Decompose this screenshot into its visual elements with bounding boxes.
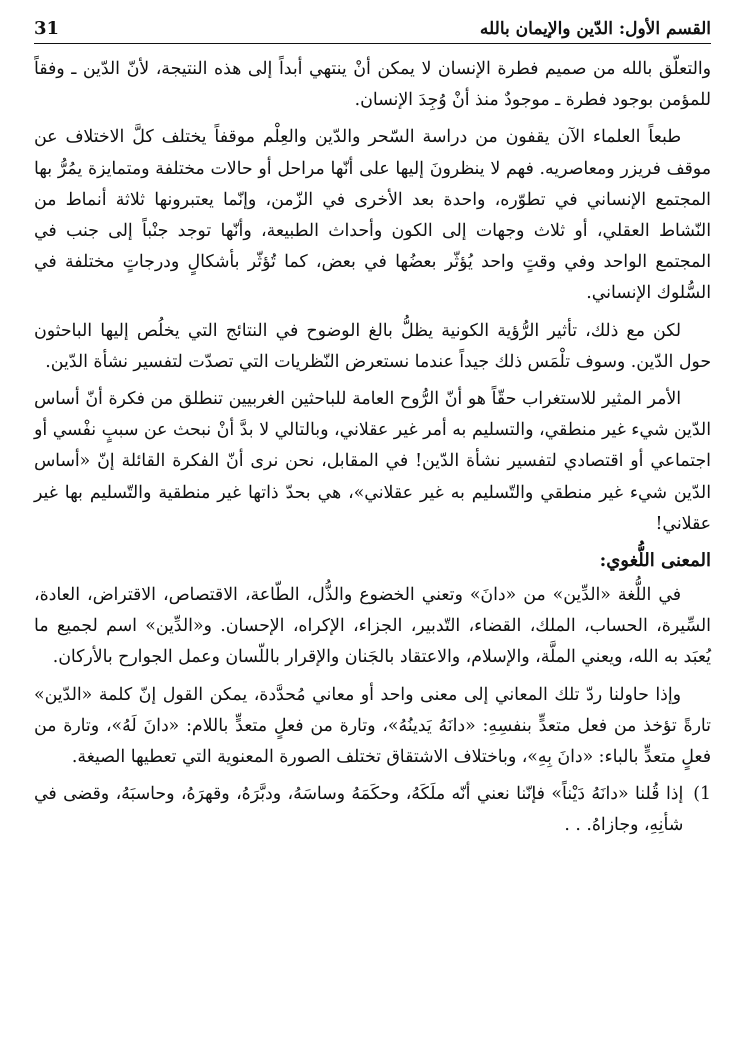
paragraph: الأمر المثير للاستغراب حقّاً هو أنّ الرُّوح العامة للباحثين الغربيين تنطلق من فكرة أنّ أساس الدّين شيء غير منطقي، والتسليم به أمر غير عقلاني، وبالتالي لا بدَّ أنْ نبحث عن سببٍ نفْسي أو اجتماعي أو اقتصادي لتفسير نشأة الدّين! في المقابل، نحن نرى أنّ الفكرة القائلة إنّ «أساس الدّين شيء غير منطقي والتّسليم به غير عقلاني»، هي بحدّ ذاتها غير منطقية والتّسليم بها غير عقلاني! bbox=[34, 389, 711, 534]
paragraph: طبعاً العلماء الآن يقفون من دراسة السّحر والدّين والعِلْم موقفاً يختلف كلَّ الاختلاف عن موقف فريزر ومعاصريه. فهم لا ينظرونَ إليها على أنّها مراحل أو حالات مختلفة ومتمايزة يمُرُّ بها المجتمع الإنساني في تطوّره، واحدة بعد الأخرى في الزّمن، وإنّما يعتبرونها ثلاثة أنماط من النّشاط العقلي، أو ثلاث وجهات إلى الكون وأحداث الطبيعة، وأنّها توجد جنْباً إلى جنب في المجتمع الواحد وفي وقتٍ واحد يُؤثّر بعضُها في بعض، كما تُؤثّر بأشكالٍ ودرجاتٍ مختلفة في السُّلوك الإنساني. bbox=[34, 127, 711, 304]
section-heading: المعنى اللُّغوي: bbox=[599, 550, 711, 572]
running-title: القسم الأول: الدّين والإيمان بالله bbox=[479, 19, 711, 39]
page-body bbox=[34, 54, 711, 842]
paragraph: لكن مع ذلك، تأثير الرُّؤية الكونية يظلُّ بالغ الوضوح في النتائج التي يخلُص إليها الباحثون حول الدّين. وسوف تلْمَس ذلك جيداً عندما نستعرض النّظريات التي تصدّت لتفسير نشأة الدّين. bbox=[34, 320, 711, 372]
list-item bbox=[34, 779, 711, 841]
paragraph: في اللُّغة «الدِّين» من «دانَ» وتعني الخضوع والذُّل، الطّاعة، الاقتصاص، الاقتراض، العادة، السِّيرة، الحساب، الملك، القضاء، التّدبير، الجزاء، الإكراه، الإحسان. و«الدِّين» اسم لجميع ما يُعبَد به الله، ويعني الملَّة، والإسلام، والاعتقاد بالجَنان والإقرار باللّسان وعمل الجوارح بالأركان. bbox=[34, 585, 711, 668]
page-header bbox=[34, 18, 711, 44]
list-item-text: إذا قُلنا «دانَهُ دَيْناً» فإنّنا نعني أنّه ملَكَهُ، وحكَمَهُ وساسَهُ، ودبَّرَهُ، وقهرَهُ، وحاسبَهُ، وقضى في شأنِهِ، وجازاهُ. . . bbox=[34, 784, 684, 836]
paragraph: وإذا حاولنا ردّ تلك المعاني إلى معنى واحد أو معاني مُحدَّدة، يمكن القول إنّ كلمة «الدّين» تارةً تؤخذ من فعل متعدٍّ بنفسِهِ: «دانَهُ يَدينُهُ»، وتارة من فعلٍ متعدٍّ باللام: «دانَ لَهُ»، وتارة من فعلٍ متعدٍّ بالباء: «دانَ بِهِ»، وباختلاف الاشتقاق تختلف الصورة المعنوية التي تعطيها الصيغة. bbox=[34, 684, 711, 768]
page-number: 31 bbox=[34, 18, 60, 39]
paragraph: والتعلّق بالله من صميم فطرة الإنسان لا يمكن أنْ ينتهي أبداً إلى هذه النتيجة، لأنّ الدّين ـ وفقاً للمؤمن بوجود فطرة ـ موجودٌ منذ أنْ وُجِدَ الإنسان. bbox=[34, 59, 711, 111]
list-item-number: 1) bbox=[693, 784, 711, 805]
